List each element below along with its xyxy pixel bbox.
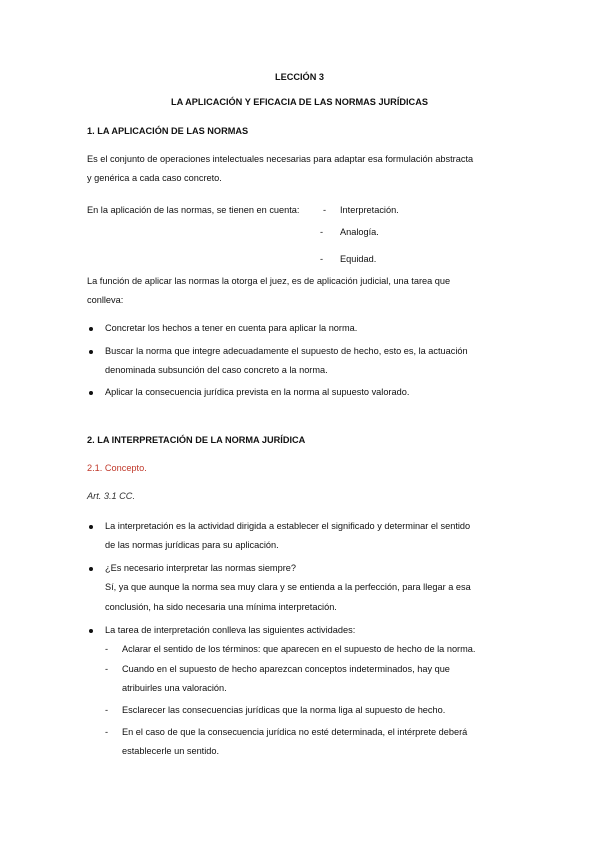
bullet-icon	[89, 629, 93, 633]
considerations-intro: En la aplicación de las normas, se tienen en cuenta:	[87, 205, 300, 215]
activity-item: En el caso de que la consecuencia jurídica no esté determinada, el intérprete deberá	[122, 727, 468, 737]
activity-item: Aclarar el sentido de los términos: que aparecen en el supuesto de hecho de la norma.	[122, 644, 476, 654]
paragraph-line: y genérica a cada caso concreto.	[87, 173, 222, 183]
subsection-heading: 2.1. Concepto.	[87, 463, 147, 473]
paragraph-line: La función de aplicar las normas la otorga el juez, es de aplicación judicial, una tarea que	[87, 276, 451, 286]
consideration-item: Interpretación.	[340, 205, 399, 215]
list-item: La interpretación es la actividad dirigida a establecer el significado y determinar el sentido	[105, 521, 471, 531]
activity-item: Esclarecer las consecuencias jurídicas que la norma liga al supuesto de hecho.	[122, 705, 446, 715]
activity-item: Cuando en el supuesto de hecho aparezcan conceptos indeterminados, hay que	[122, 664, 450, 674]
list-item: Concretar los hechos a tener en cuenta para aplicar la norma.	[105, 323, 358, 333]
section-2-heading: 2. LA INTERPRETACIÓN DE LA NORMA JURÍDICA	[87, 435, 306, 445]
paragraph-line: conlleva:	[87, 295, 124, 305]
list-item-continuation: Sí, ya que aunque la norma sea muy clara y se entienda a la perfección, para llegar a esa	[105, 582, 471, 592]
bullet-icon	[89, 567, 93, 571]
lesson-title: LA APLICACIÓN Y EFICACIA DE LAS NORMAS JURÍDICAS	[171, 97, 428, 107]
lesson-number: LECCIÓN 3	[274, 72, 324, 82]
section-1-heading: 1. LA APLICACIÓN DE LAS NORMAS	[87, 126, 249, 136]
bullet-icon	[89, 350, 93, 354]
list-item: La tarea de interpretación conlleva las siguientes actividades:	[105, 625, 356, 635]
bullet-icon	[89, 327, 93, 331]
dash-marker: -	[105, 727, 109, 737]
dash-marker: -	[105, 705, 109, 715]
dash-marker: -	[105, 644, 109, 654]
list-item: Buscar la norma que integre adecuadamente el supuesto de hecho, esto es, la actuación	[105, 346, 468, 356]
list-item: ¿Es necesario interpretar las normas siempre?	[105, 563, 296, 573]
list-item-continuation: de las normas jurídicas para su aplicación.	[105, 540, 279, 550]
article-reference: Art. 3.1 CC.	[87, 491, 135, 501]
list-item: Aplicar la consecuencia jurídica prevista en la norma al supuesto valorado.	[105, 387, 410, 397]
dash-marker: -	[320, 227, 324, 237]
activity-item-continuation: establecerle un sentido.	[122, 746, 220, 756]
consideration-item: Equidad.	[340, 254, 377, 264]
list-item-continuation: denominada subsunción del caso concreto a la norma.	[105, 365, 328, 375]
bullet-icon	[89, 525, 93, 529]
activity-item-continuation: atribuirles una valoración.	[122, 683, 227, 693]
paragraph-line: Es el conjunto de operaciones intelectuales necesarias para adaptar esa formulación abstracta	[87, 154, 474, 164]
dash-marker: -	[323, 205, 327, 215]
dash-marker: -	[105, 664, 109, 674]
bullet-icon	[89, 391, 93, 395]
dash-marker: -	[320, 254, 324, 264]
consideration-item: Analogía.	[340, 227, 379, 237]
list-item-continuation: conclusión, ha sido necesaria una mínima interpretación.	[105, 602, 337, 612]
